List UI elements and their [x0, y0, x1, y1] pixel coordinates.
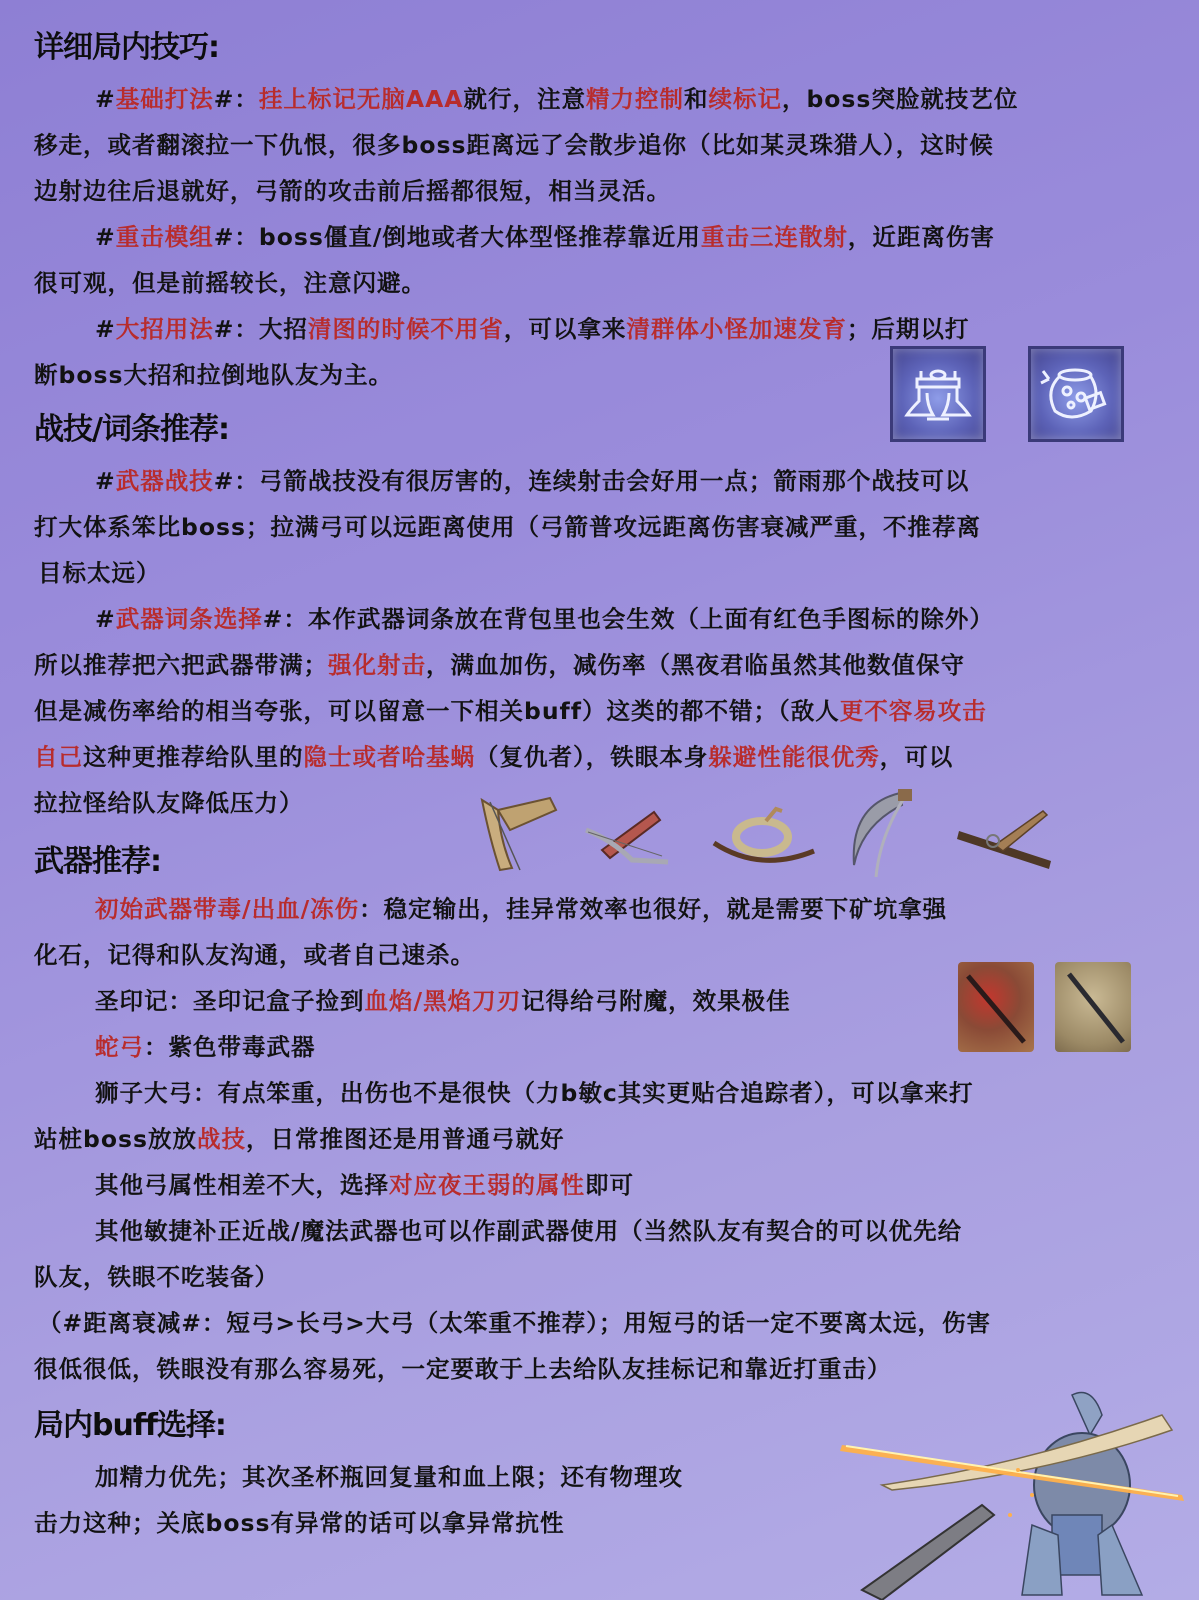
text-line: 加精力优先；其次圣杯瓶回复量和血上限；还有物理攻 — [95, 1463, 683, 1491]
text-line: 断boss大招和拉倒地队友为主。 — [34, 361, 393, 389]
text-line: 圣印记：圣印记盒子捡到血焰/黑焰刀刃记得给弓附魔，效果极佳 — [95, 987, 791, 1015]
bone-crossbow-image — [470, 780, 570, 880]
blood-flame-blade-card — [958, 962, 1034, 1052]
text-line: 很可观，但是前摇较长，注意闪避。 — [34, 269, 426, 297]
text-line: 打大体系笨比boss；拉满弓可以远距离使用（弓箭普攻远距离伤害衰减严重，不推荐离 — [34, 513, 981, 541]
text-line: （#距离衰减#：短弓>长弓>大弓（太笨重不推荐）；用短弓的话一定不要离太远，伤害 — [38, 1309, 992, 1337]
text-line: 很低很低，铁眼没有那么容易死，一定要敢于上去给队友挂标记和靠近打重击） — [34, 1355, 892, 1383]
wooden-crossbow-image — [955, 805, 1055, 875]
sickle-bow-image — [840, 785, 930, 880]
text-line: 移走，或者翻滚拉一下仇恨，很多boss距离远了会散步追你（比如某灵珠猎人），这时候 — [34, 131, 994, 159]
section-title-weapon-recommendation: 武器推荐: — [34, 844, 161, 879]
red-crossbow-image — [582, 800, 672, 870]
text-line: 自己这种更推荐给队里的隐士或者哈基蜗（复仇者），铁眼本身躲避性能很优秀，可以 — [34, 743, 954, 771]
text-line: 目标太远） — [38, 559, 161, 587]
text-line: 其他弓属性相差不大，选择对应夜王弱的属性即可 — [95, 1171, 634, 1199]
vase-icon — [1028, 346, 1124, 442]
text-line: #武器词条选择#：本作武器词条放在背包里也会生效（上面有红色手图标的除外） — [95, 605, 994, 633]
text-line: 队友，铁眼不吃装备） — [34, 1263, 279, 1291]
section-title-skills-affixes: 战技/词条推荐: — [34, 412, 229, 447]
text-line: 初始武器带毒/出血/冻伤：稳定输出，挂异常效率也很好，就是需要下矿坑拿强 — [95, 895, 948, 923]
text-line: 边射边往后退就好，弓箭的攻击前后摇都很短，相当灵活。 — [34, 177, 671, 205]
text-line: 站桩boss放放战技，日常推图还是用普通弓就好 — [34, 1125, 565, 1153]
section-title-buff-choice: 局内buff选择: — [34, 1408, 226, 1443]
text-line: 所以推荐把六把武器带满；强化射击，满血加伤，减伤率（黑夜君临虽然其他数值保守 — [34, 651, 965, 679]
black-flame-blade-card — [1055, 962, 1131, 1052]
ring-bow-image — [710, 805, 820, 870]
section-title-ingame-tips: 详细局内技巧: — [34, 30, 219, 65]
text-line: 化石，记得和队友沟通，或者自己速杀。 — [34, 941, 475, 969]
text-line: 但是减伤率给的相当夸张，可以留意一下相关buff）这类的都不错；（敌人更不容易攻击 — [34, 697, 987, 725]
text-line: 狮子大弓：有点笨重，出伤也不是很快（力b敏c其实更贴合追踪者），可以拿来打 — [95, 1079, 974, 1107]
text-line: #基础打法#：挂上标记无脑AAA就行，注意精力控制和续标记，boss突脸就技艺位 — [95, 85, 1019, 113]
ironeye-vs-knight-illustration — [822, 1375, 1199, 1600]
text-line: 其他敏捷补正近战/魔法武器也可以作副武器使用（当然队友有契合的可以优先给 — [95, 1217, 963, 1245]
text-line: #武器战技#：弓箭战技没有很厉害的，连续射击会好用一点；箭雨那个战技可以 — [95, 467, 970, 495]
text-line: #重击模组#：boss僵直/倒地或者大体型怪推荐靠近用重击三连散射，近距离伤害 — [95, 223, 995, 251]
text-line: 蛇弓：紫色带毒武器 — [95, 1033, 316, 1061]
altar-icon — [890, 346, 986, 442]
text-line: 拉拉怪给队友降低压力） — [34, 789, 304, 817]
text-line: 击力这种；关底boss有异常的话可以拿异常抗性 — [34, 1509, 565, 1537]
text-line: #大招用法#：大招清图的时候不用省，可以拿来清群体小怪加速发育；后期以打 — [95, 315, 970, 343]
